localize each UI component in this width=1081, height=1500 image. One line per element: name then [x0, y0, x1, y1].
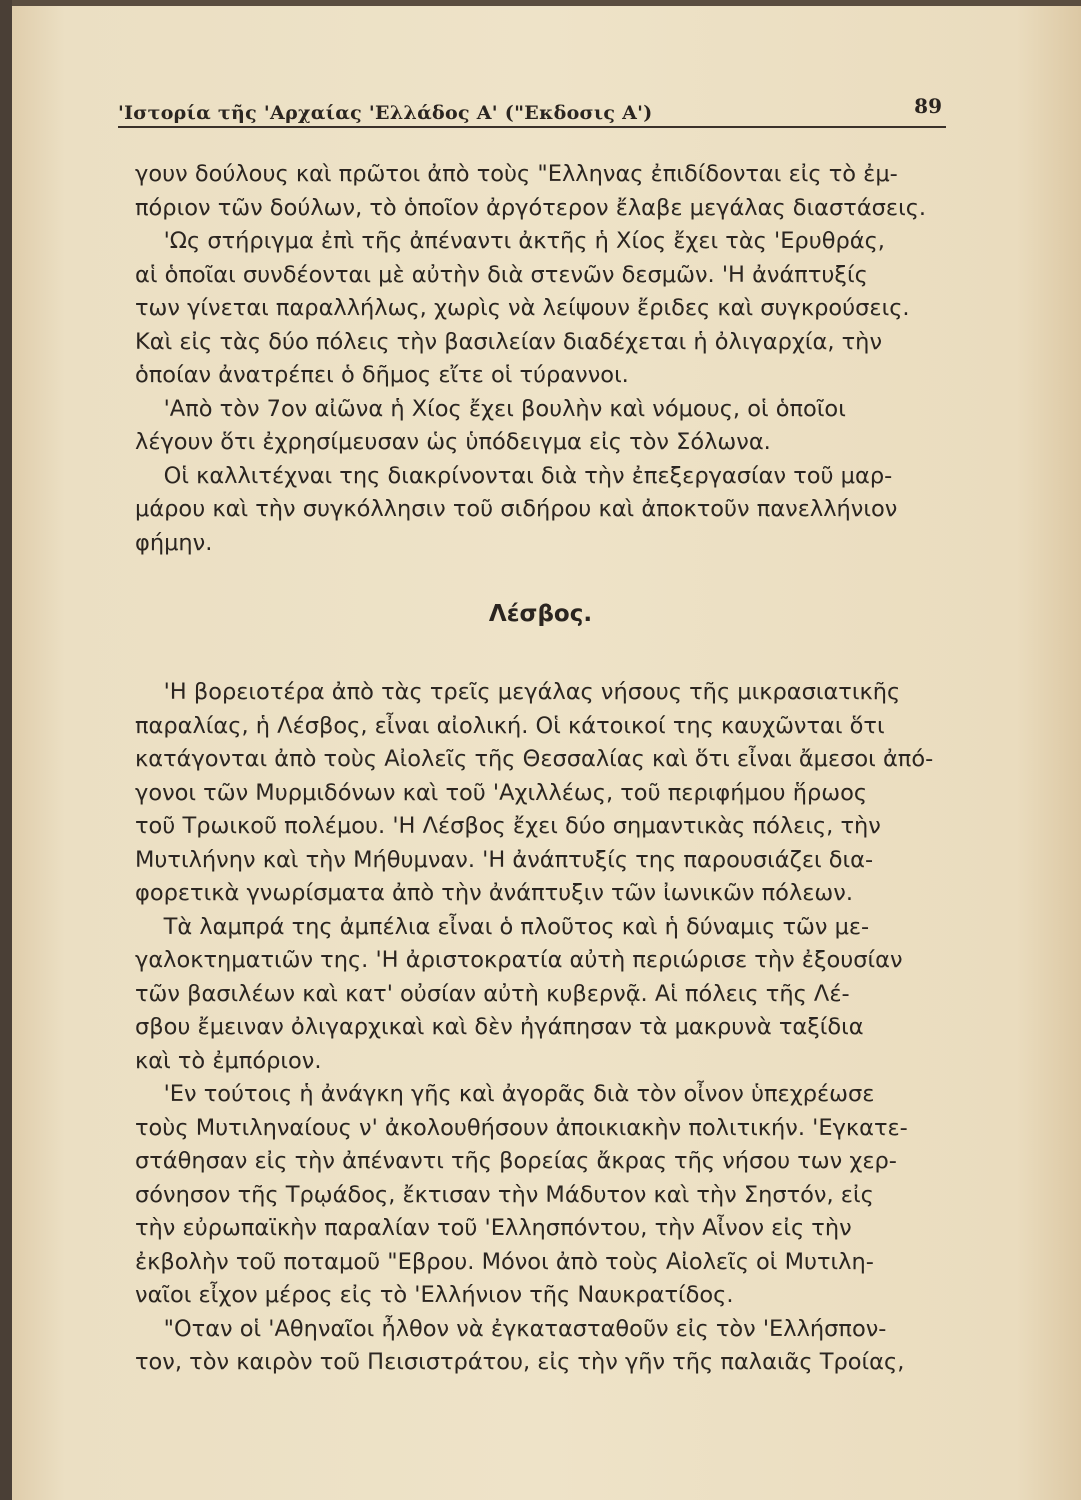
text-line: τὴν εὐρωπαϊκὴν παραλίαν τοῦ 'Ελλησπόντου, τὴν Αἶνον εἰς τὴν: [135, 1215, 852, 1241]
page-top-edge: [0, 0, 1081, 6]
text-line: 'Η βορειοτέρα ἀπὸ τὰς τρεῖς μεγάλας νήσους τῆς μικρασιατικῆς: [135, 679, 901, 705]
text-line: ναῖοι εἶχον μέρος εἰς τὸ 'Ελλήνιον τῆς Ναυκρατίδος.: [135, 1282, 734, 1308]
text-line: φορετικὰ γνωρίσματα ἀπὸ τὴν ἀνάπτυξιν τῶν ἰωνικῶν πόλεων.: [135, 880, 853, 906]
text-line: πόριον τῶν δούλων, τὸ ὁποῖον ἀργότερον ἔλαβε μεγάλας διαστάσεις.: [135, 194, 927, 221]
text-line: γουν δούλους καὶ πρῶτοι ἀπὸ τοὺς "Ελληνας ἐπιδίδονται εἰς τὸ ἐμ-: [135, 161, 898, 187]
text-line: τον, τὸν καιρὸν τοῦ Πεισιστράτου, εἰς τὴν γῆν τῆς παλαιᾶς Τροίας,: [135, 1349, 905, 1375]
text-line: Τὰ λαμπρά της ἀμπέλια εἶναι ὁ πλοῦτος καὶ ἡ δύναμις τῶν με-: [135, 913, 870, 940]
text-line: παραλίας, ἡ Λέσβος, εἶναι αἰολική. Οἱ κάτοικοί της καυχῶνται ὅτι: [135, 712, 885, 739]
text-line: φήμην.: [135, 529, 213, 556]
binding-edge: [0, 0, 12, 1500]
text-line: καὶ τὸ ἐμπόριον.: [135, 1047, 322, 1074]
text-line: Οἱ καλλιτέχναι της διακρίνονται διὰ τὴν ἐπεξεργασίαν τοῦ μαρ-: [135, 462, 893, 489]
text-line: στάθησαν εἰς τὴν ἀπέναντι τῆς βορείας ἄκρας τῆς νήσου των χερ-: [135, 1148, 897, 1174]
text-block-lesbos: [135, 676, 955, 1380]
running-head-title: 'Ιστορία τῆς 'Αρχαίας 'Ελλάδος Α' ("Εκδοσις Α'): [118, 102, 653, 124]
text-line: 'Ως στήριγμα ἐπὶ τῆς ἀπέναντι ἀκτῆς ἡ Χίος ἔχει τὰς 'Ερυθράς,: [135, 228, 885, 254]
text-line: "Οταν οἱ 'Αθηναῖοι ἦλθον νὰ ἐγκατασταθοῦν εἰς τὸν 'Ελλήσπον-: [135, 1315, 887, 1342]
text-line: ὁποίαν ἀνατρέπει ὁ δῆμος εἴτε οἱ τύραννοι.: [135, 362, 629, 388]
text-line: των γίνεται παραλλήλως, χωρὶς νὰ λείψουν ἔριδες καὶ συγκρούσεις.: [135, 295, 910, 321]
section-heading: Λέσβος.: [488, 601, 593, 627]
text-line: ἐκβολὴν τοῦ ποταμοῦ "Εβρου. Μόνοι ἀπὸ τοὺς Αἰολεῖς οἱ Μυτιλη-: [135, 1248, 874, 1275]
text-line: σβου ἔμειναν ὀλιγαρχικαὶ καὶ δὲν ἠγάπησαν τὰ μακρυνὰ ταξίδια: [135, 1014, 864, 1040]
text-line: τοῦ Τρωικοῦ πολέμου. 'Η Λέσβος ἔχει δύο σημαντικὰς πόλεις, τὴν: [135, 813, 881, 839]
running-head: [118, 94, 946, 128]
text-line: 'Απὸ τὸν 7ον αἰῶνα ἡ Χίος ἔχει βουλὴν καὶ νόμους, οἱ ὁποῖοι: [135, 395, 846, 422]
text-line: σόνησον τῆς Τρῳάδος, ἔκτισαν τὴν Μάδυτον καὶ τὴν Σηστόν, εἰς: [135, 1181, 874, 1208]
text-line: αἱ ὁποῖαι συνδέονται μὲ αὐτὴν διὰ στενῶν δεσμῶν. 'Η ἀνάπτυξίς: [135, 261, 868, 288]
text-line: Μυτιλήνην καὶ τὴν Μήθυμναν. 'Η ἀνάπτυξίς της παρουσιάζει δια-: [135, 846, 874, 873]
text-line: γονοι τῶν Μυρμιδόνων καὶ τοῦ 'Αχιλλέως, τοῦ περιφήμου ἥρωος: [135, 779, 868, 806]
text-line: γαλοκτηματιῶν της. 'Η ἀριστοκρατία αὐτὴ περιώρισε τὴν ἐξουσίαν: [135, 947, 903, 973]
text-block-chios: [135, 158, 955, 560]
text-line: Καὶ εἰς τὰς δύο πόλεις τὴν βασιλείαν διαδέχεται ἡ ὀλιγαρχία, τὴν: [135, 328, 883, 355]
text-line: λέγουν ὅτι ἐχρησίμευσαν ὡς ὑπόδειγμα εἰς τὸν Σόλωνα.: [135, 429, 771, 455]
text-line: 'Εν τούτοις ἡ ἀνάγκη γῆς καὶ ἀγορᾶς διὰ τὸν οἶνον ὑπεχρέωσε: [135, 1081, 875, 1107]
text-line: κατάγονται ἀπὸ τοὺς Αἰολεῖς τῆς Θεσσαλίας καὶ ὅτι εἶναι ἄμεσοι ἀπό-: [135, 746, 934, 772]
page-number: 89: [914, 94, 942, 118]
text-line: τοὺς Μυτιληναίους ν' ἀκολουθήσουν ἀποικιακὴν πολιτικήν. 'Εγκατε-: [135, 1114, 908, 1141]
text-line: τῶν βασιλέων καὶ κατ' οὐσίαν αὐτὴ κυβερνᾷ. Αἱ πόλεις τῆς Λέ-: [135, 980, 850, 1007]
text-line: μάρου καὶ τὴν συγκόλλησιν τοῦ σιδήρου καὶ ἀποκτοῦν πανελλήνιον: [135, 496, 898, 522]
